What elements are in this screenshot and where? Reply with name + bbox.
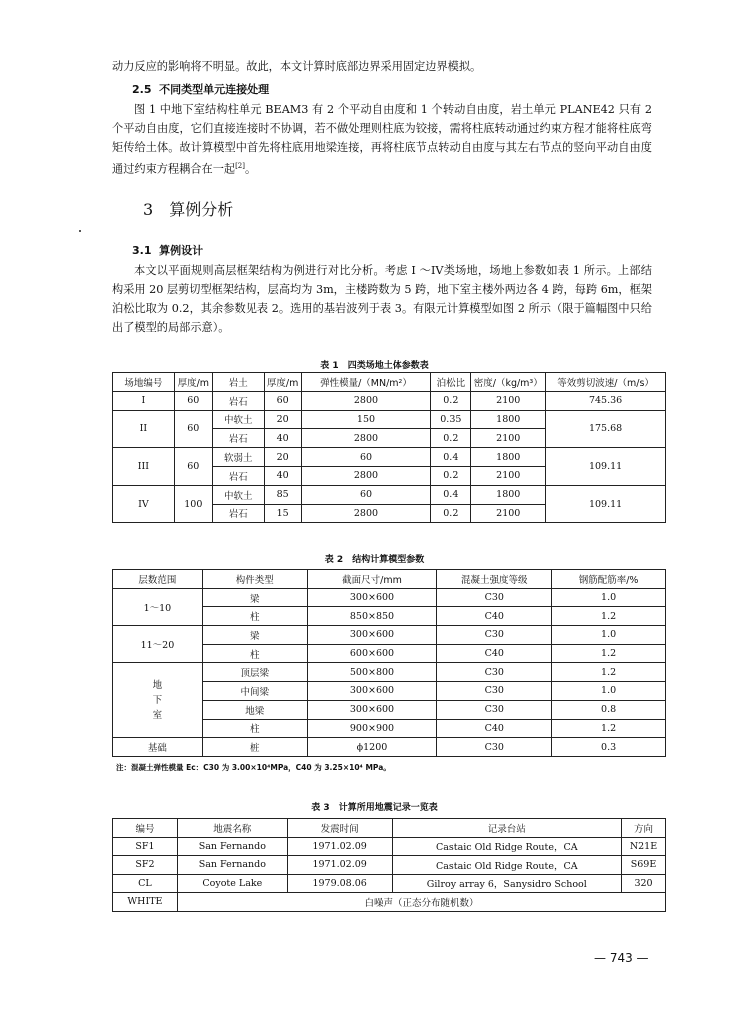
table-row [113,588,666,607]
rebar-ratio: 1.2 [552,607,666,626]
white-noise-desc: 白噪声（正态分布随机数） [177,893,665,912]
table1-caption: 表 1 四类场地土体参数表 [320,361,429,371]
record-station: Castaic Old Ridge Route，CA [392,856,621,875]
site-id: IV [113,485,175,523]
record-direction: 320 [622,874,666,893]
floor-range: 1～10 [113,588,203,625]
layer-thickness: 60 [264,391,301,410]
member-type: 柱 [202,607,307,626]
site-id: II [113,410,175,448]
table2-header: 层数范围 [113,570,203,589]
elastic-modulus: 60 [301,485,431,504]
section-title: 算例分析 [169,200,234,219]
section-size: 300×600 [307,700,437,719]
table3-header: 地震名称 [177,819,287,838]
event-date: 1971.02.09 [287,856,392,875]
layer-thickness: 20 [264,448,301,467]
member-type: 桩 [202,738,307,757]
rebar-ratio: 1.2 [552,663,666,682]
elastic-modulus: 2800 [301,391,431,410]
member-type: 柱 [202,719,307,738]
rebar-ratio: 1.0 [552,682,666,701]
table-row [113,448,666,467]
record-direction: S69E [622,856,666,875]
table-row [113,738,666,757]
record-id: SF2 [113,856,178,875]
table2-note: 注：混凝土弹性模量 Ec：C30 为 3.00×10⁴MPa，C40 为 3.25×10⁴ MPa。 [116,763,391,772]
section-size: 500×800 [307,663,437,682]
layer-thickness: 40 [264,466,301,485]
member-type: 柱 [202,644,307,663]
shear-wave-speed: 109.11 [546,448,666,486]
rebar-ratio: 1.0 [552,626,666,645]
soil-type: 岩石 [212,466,264,485]
table2-header-row [113,570,666,589]
section-number: 2.5 [132,83,152,96]
concrete-grade: C30 [437,700,552,719]
paragraph-element-connection [112,100,652,179]
table-row [113,485,666,504]
table1-header: 弹性模量/（MN/m²） [301,373,431,392]
concrete-grade: C30 [437,588,552,607]
density: 1800 [471,410,546,429]
record-direction: N21E [622,837,666,856]
concrete-grade: C30 [437,738,552,757]
section-size: 600×600 [307,644,437,663]
citation-ref: [2] [235,162,245,170]
section-size: 300×600 [307,588,437,607]
record-id: WHITE [113,893,178,912]
table1-header-row [113,373,666,392]
elastic-modulus: 2800 [301,504,431,523]
soil-type: 软弱土 [212,448,264,467]
section-number: 3.1 [132,244,152,257]
concrete-grade: C40 [437,607,552,626]
paragraph-intro: 动力反应的影响将不明显。故此，本文计算时底部边界采用固定边界模拟。 [112,60,482,73]
table3-caption: 表 3 计算所用地震记录一览表 [311,803,438,813]
table2 [112,569,666,757]
site-thickness: 60 [174,410,212,448]
layer-thickness: 85 [264,485,301,504]
table3-header: 发震时间 [287,819,392,838]
layer-thickness: 15 [264,504,301,523]
table2-header: 截面尺寸/mm [307,570,437,589]
table-row [113,391,666,410]
table-row [113,663,666,682]
record-station: Castaic Old Ridge Route，CA [392,837,621,856]
poisson-ratio: 0.4 [431,485,471,504]
section-heading-3-1 [132,242,203,258]
section-heading-3 [143,197,233,220]
density: 1800 [471,448,546,467]
page-number: — 743 — [594,951,649,965]
elastic-modulus: 2800 [301,466,431,485]
site-id: I [113,391,175,410]
table2-header: 构件类型 [202,570,307,589]
soil-type: 中软土 [212,485,264,504]
rebar-ratio: 0.3 [552,738,666,757]
table3 [112,818,666,912]
table-row [113,410,666,429]
section-heading-2-5 [132,81,269,97]
rebar-ratio: 1.2 [552,719,666,738]
concrete-grade: C40 [437,719,552,738]
table1-header: 厚度/m [264,373,301,392]
poisson-ratio: 0.2 [431,429,471,448]
density: 2100 [471,504,546,523]
density: 2100 [471,429,546,448]
table1-header: 岩土 [212,373,264,392]
table-row [113,837,666,856]
section-size: 850×850 [307,607,437,626]
soil-type: 岩石 [212,504,264,523]
table-row [113,893,666,912]
section-size: ϕ1200 [307,738,437,757]
density: 2100 [471,466,546,485]
earthquake-name: Coyote Lake [177,874,287,893]
table2-header: 钢筋配筋率/% [552,570,666,589]
section-size: 300×600 [307,626,437,645]
paragraph-end: 。 [245,162,257,176]
elastic-modulus: 60 [301,448,431,467]
member-type: 顶层梁 [202,663,307,682]
table1-header: 厚度/m [174,373,212,392]
shear-wave-speed: 745.36 [546,391,666,410]
elastic-modulus: 2800 [301,429,431,448]
record-id: CL [113,874,178,893]
scan-speck [79,230,81,232]
site-thickness: 60 [174,448,212,486]
member-type: 梁 [202,626,307,645]
concrete-grade: C30 [437,626,552,645]
table2-caption: 表 2 结构计算模型参数 [324,555,425,565]
concrete-grade: C30 [437,663,552,682]
paragraph-example-design: 本文以平面规则高层框架结构为例进行对比分析。考虑 I ～IV类场地，场地上参数如表 1 所示。上部结构采用 20 层剪切型框架结构，层高均为 3m，主楼跨数为 5 跨，地下室主楼外两边各 4 跨，每跨 6m，框架泊松比取为 0.2，其余参数见表 2。选用的基岩波列于表 3。有限元计算模型如图 2 所示（限于篇幅图中只给出了模型的局部示意）。 [112,264,652,334]
section-title: 不同类型单元连接处理 [159,83,270,96]
site-id: III [113,448,175,486]
table3-header-row [113,819,666,838]
member-type: 梁 [202,588,307,607]
rebar-ratio: 0.8 [552,700,666,719]
soil-type: 中软土 [212,410,264,429]
section-number: 3 [143,200,154,219]
earthquake-name: San Fernando [177,856,287,875]
record-station: Gilroy array 6，Sanysidro School [392,874,621,893]
elastic-modulus: 150 [301,410,431,429]
density: 2100 [471,391,546,410]
layer-thickness: 20 [264,410,301,429]
shear-wave-speed: 109.11 [546,485,666,523]
table1-header: 场地编号 [113,373,175,392]
table1-header: 等效剪切波速/（m/s） [546,373,666,392]
paragraph-text: 图 1 中地下室结构柱单元 BEAM3 有 2 个平动自由度和 1 个转动自由度，岩土单元 PLANE42 只有 2 个平动自由度，它们直接连接时不协调，若不做处理则柱底为铰接，需将柱底转动通过约束方程才能将柱底弯矩传给土体。故计算模型中首先将柱底用地梁连接，再将柱底节点转动自由度与其左右节点的竖向平动自由度通过约束方程耦合在一起 [112,103,652,176]
poisson-ratio: 0.2 [431,504,471,523]
soil-type: 岩石 [212,391,264,410]
member-type: 中间梁 [202,682,307,701]
poisson-ratio: 0.2 [431,391,471,410]
earthquake-name: San Fernando [177,837,287,856]
floor-range: 基础 [113,738,203,757]
shear-wave-speed: 175.68 [546,410,666,448]
record-id: SF1 [113,837,178,856]
event-date: 1971.02.09 [287,837,392,856]
poisson-ratio: 0.2 [431,466,471,485]
table3-header: 记录台站 [392,819,621,838]
density: 1800 [471,485,546,504]
soil-type: 岩石 [212,429,264,448]
table2-header: 混凝土强度等级 [437,570,552,589]
table-row [113,856,666,875]
poisson-ratio: 0.4 [431,448,471,467]
site-thickness: 60 [174,391,212,410]
floor-range: 11～20 [113,626,203,663]
table3-header: 编号 [113,819,178,838]
section-title: 算例设计 [159,244,204,257]
table1-header: 密度/（kg/m³） [471,373,546,392]
event-date: 1979.08.06 [287,874,392,893]
layer-thickness: 40 [264,429,301,448]
site-thickness: 100 [174,485,212,523]
member-type: 地梁 [202,700,307,719]
section-size: 300×600 [307,682,437,701]
table-row [113,874,666,893]
table-row [113,626,666,645]
rebar-ratio: 1.0 [552,588,666,607]
concrete-grade: C40 [437,644,552,663]
floor-range [113,663,203,738]
rebar-ratio: 1.2 [552,644,666,663]
table1 [112,372,666,523]
floor-range-text: 地下室 [152,679,163,721]
section-size: 900×900 [307,719,437,738]
concrete-grade: C30 [437,682,552,701]
table3-header: 方向 [622,819,666,838]
table1-header: 泊松比 [431,373,471,392]
poisson-ratio: 0.35 [431,410,471,429]
